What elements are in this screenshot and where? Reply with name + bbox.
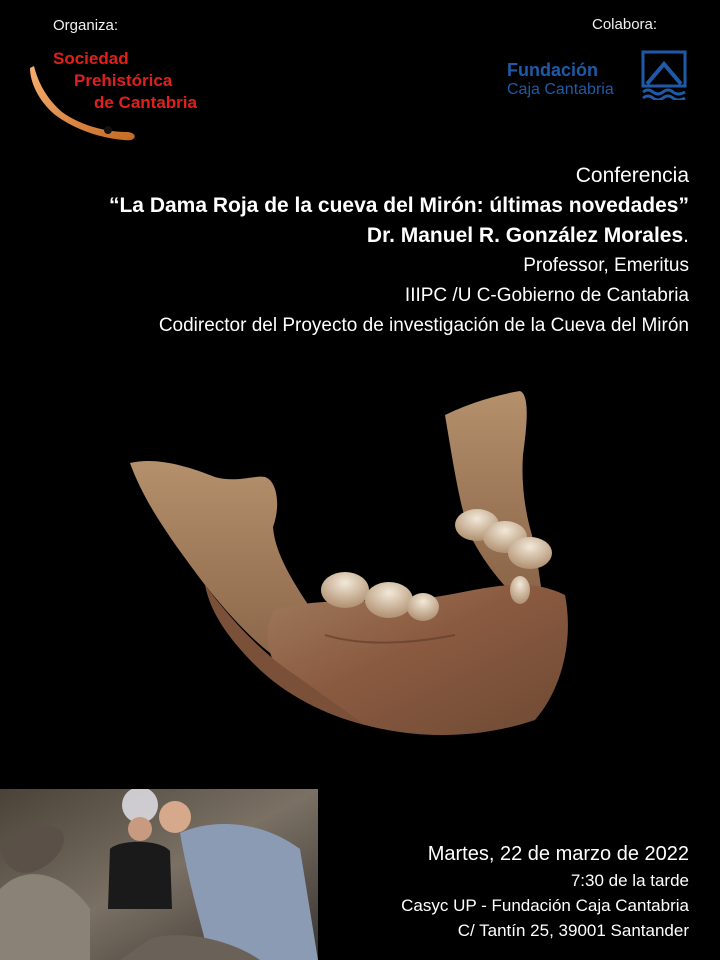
speaker-role-1: Professor, Emeritus [523, 255, 689, 276]
event-date: Martes, 22 de marzo de 2022 [427, 843, 689, 865]
fcc-logo [507, 50, 689, 100]
speaker-line [109, 221, 689, 251]
spc-line2: Prehistórica [74, 71, 173, 90]
colabora-label: Colabora: [592, 16, 658, 33]
event-venue: Casyc UP - Fundación Caja Cantabria [401, 896, 689, 915]
event-address: C/ Tantín 25, 39001 Santander [457, 921, 689, 940]
event-time: 7:30 de la tarde [570, 871, 689, 890]
speaker-role-3: Codirector del Proyecto de investigación de la Cueva del Mirón [158, 315, 689, 336]
conference-label: Conferencia [575, 164, 689, 187]
conference-title: “La Dama Roja de la cueva del Mirón: últimas novedades” [108, 194, 689, 217]
cave-excavation-photo [0, 789, 318, 960]
speaker-role-2: IIIPC /U C-Gobierno de Cantabria [404, 285, 689, 306]
event-block [401, 840, 689, 943]
speaker-name: Dr. Manuel R. González Morales [366, 224, 684, 247]
fcc-line2: Caja Cantabria [507, 81, 614, 98]
spc-line1: Sociedad [53, 49, 129, 68]
organiza-label: Organiza: [53, 17, 119, 34]
speaker-period: . [683, 224, 689, 247]
mountain-wave-emblem-icon [641, 50, 687, 100]
conference-block [109, 161, 689, 341]
spc-line3: de Cantabria [94, 93, 197, 112]
spc-logo [28, 48, 228, 144]
fossil-mandible-image [125, 385, 575, 745]
fcc-line1: Fundación [507, 60, 598, 80]
